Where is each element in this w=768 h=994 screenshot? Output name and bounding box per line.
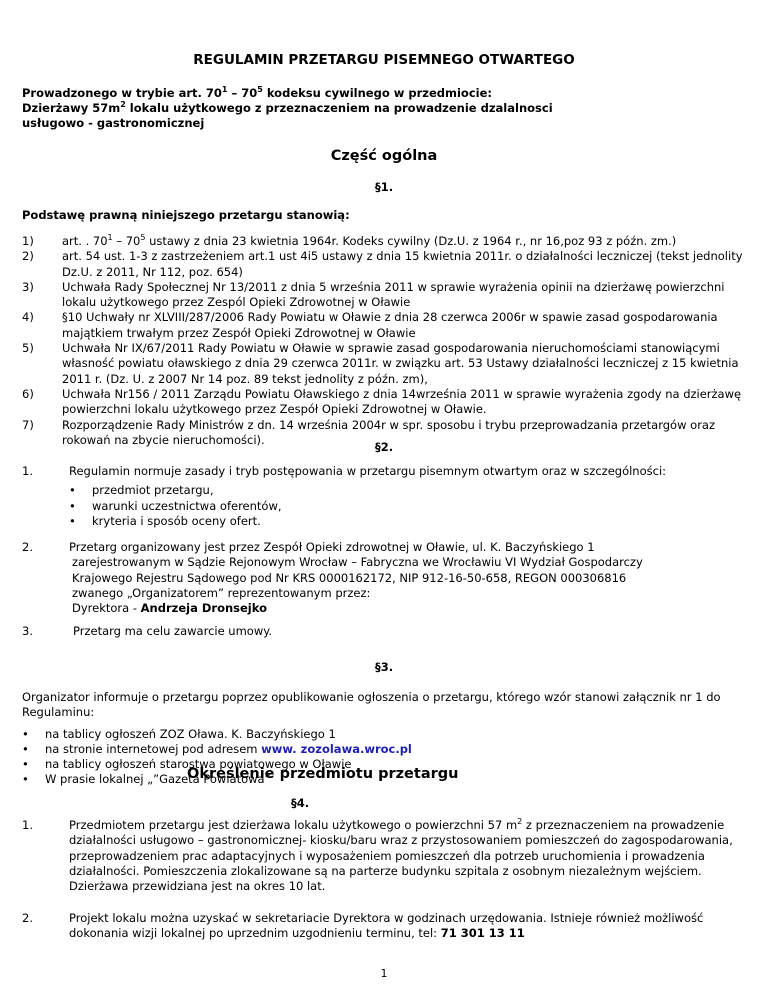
list-item-number: 3): [22, 279, 34, 294]
superscript: 5: [257, 85, 263, 95]
paragraph-2-item-3: [22, 624, 748, 639]
list-item-text: Rozporządzenie Rady Ministrów z dn. 14 września 2004r w spr. sposobu i trybu przeprowadzania przetargów oraz rokowań na zbycie nieruchomości).: [62, 417, 716, 447]
list-item: [22, 249, 748, 280]
list-item: [22, 234, 748, 249]
list-item-number: 5): [22, 341, 34, 356]
superscript: 5: [140, 233, 146, 243]
list-item-text: – 70: [112, 234, 141, 248]
list-item-text: ustawy z dnia 23 kwietnia 1964r. Kodeks cywilny (Dz.U. z 1964 r., nr 16,poz 93 z późn. zm.): [145, 234, 677, 248]
phone-number: 71 301 13 11: [440, 926, 525, 941]
list-item-number: 2): [22, 249, 34, 264]
list-item: [22, 387, 748, 418]
subtitle-text: Prowadzonego w trybie art. 70: [22, 86, 222, 100]
website-link[interactable]: www. zozolawa.wroc.pl: [261, 741, 412, 756]
list-item-text: Przetarg ma celu zawarcie umowy.: [73, 624, 273, 638]
list-item-number: 3.: [22, 624, 33, 638]
legal-basis-list: [22, 234, 748, 448]
list-item-number: 1.: [22, 464, 33, 478]
list-item-number: 6): [22, 386, 34, 401]
page-number: 1: [380, 967, 388, 980]
list-item-text: [22, 818, 748, 894]
list-item: [22, 341, 748, 387]
paragraph-3-heading: §3.: [374, 660, 394, 674]
bullet-item: • warunki uczestnictwa oferentów,: [69, 499, 748, 514]
list-item-text: Uchwała Rady Społecznej Nr 13/2011 z dnia 5 września 2011 w sprawie wyrażenia opinii na dzierżawę powierzchni lokalu użytkowego przez Zespól Opieki Zdrowotnej w Oławie: [62, 279, 725, 310]
paragraph-4-item-2: [22, 911, 748, 942]
paragraph-3-intro: Organizator informuje o przetargu poprzez opublikowanie ogłoszenia o przetargu, którego wzór stanowi załącznik nr 1 do Regulaminu:: [22, 690, 721, 720]
subtitle-text: lokalu użytkowego z przeznaczeniem na prowadzenie dzalalnosci: [125, 101, 553, 115]
item-text: z przeznaczeniem na prowadzenie działalności usługowo – gastronomicznej- kiosku/baru wraz z przystosowaniem pomieszczeń do zagospodarowania, przeprowadzeniem prac adaptacyjnych i wyposażeniem pomieszczeń dla potrzeb uruchomienia i prowadzenia działalności. Pomieszczenia zlokalizowane są na parterze budynku szpitala z osobnym niezależnym wejściem. Dzierżawa przewidziana jest na okres 10 lat.: [69, 818, 733, 894]
list-item-text: zwanego „Organizatorem” reprezentowanym przez:: [72, 585, 371, 600]
list-item-number: 1.: [22, 818, 33, 832]
list-item-number: 4): [22, 310, 34, 325]
list-item-number: 1): [22, 234, 34, 248]
paragraph-2-heading: §2.: [374, 440, 394, 454]
superscript: 1: [107, 233, 113, 243]
list-item-text: art. . 70: [62, 234, 108, 248]
list-item-text: Przetarg organizowany jest przez Zespół Opieki zdrowotnej w Oławie, ul. K. Baczyńskiego 1: [69, 540, 595, 554]
bullet-item: • przedmiot przetargu,: [69, 483, 748, 498]
section-heading-general: Część ogólna: [330, 148, 438, 164]
list-item-number: 2.: [22, 911, 33, 925]
superscript: 2: [517, 817, 523, 827]
director-name: Andrzeja Dronsejko: [140, 601, 267, 616]
document-subtitle: [22, 86, 742, 131]
superscript: 1: [221, 85, 228, 95]
item-text: Przedmiotem przetargu jest dzierżawa lokalu użytkowego o powierzchni 57 m: [69, 818, 518, 832]
item-text: Projekt lokalu można uzyskać w sekretariacie Dyrektora w godzinach urzędowania. Istnieje również możliwość dokonania wizji lokalnej po uprzednim uzgodnieniu terminu, tel:: [69, 911, 704, 941]
subtitle-text: kodeksu cywilnego w przedmiocie:: [262, 86, 492, 100]
paragraph-1-heading: §1.: [374, 180, 394, 194]
paragraph-4-item-1: [22, 818, 748, 894]
subtitle-text: Dzierżawy 57m: [22, 101, 121, 115]
list-item-text: [22, 911, 748, 942]
list-item-text: Regulamin normuje zasady i tryb postępowania w przetargu pisemnym otwartym oraz w szczególności:: [69, 464, 667, 478]
list-item-text: Uchwała Nr156 / 2011 Zarządu Powiatu Oławskiego z dnia 14września 2011 w sprawie wyrażenia zgody na dzierżawę powierzchni lokalu użytkowego przez Zespół Opieki Zdrowotnej w Oławie.: [62, 386, 742, 417]
list-item: [22, 310, 748, 341]
bullet-text: na stronie internetowej pod adresem: [45, 741, 262, 756]
bullet-item: • W prasie lokalnej „”Gazeta Powiatowa”: [22, 772, 748, 787]
bullet-item: • na tablicy ogłoszeń ZOZ Oława. K. Baczyńskiego 1: [22, 727, 748, 742]
list-item-text: §10 Uchwały nr XLVIII/287/2006 Rady Powiatu w Oławie z dnia 28 czerwca 2006r w spawie zasad gospodarowania majątkiem trwałym przez Zespół Opieki Zdrowotnej w Oławie: [62, 310, 718, 340]
list-item-text: Uchwała Nr IX/67/2011 Rady Powiatu w Oławie w sprawie zasad gospodarowania nieruchomościami stanowiącymi własność powiatu oławskiego z dnia 29 czerwca 2011r. w związku art. 53 Ustawy działalności leczniczej z 15 kwietnia 2011 r. (Dz. U. z 2007 Nr 14 poz. 89 tekst jednolity z późn. zm),: [62, 341, 739, 386]
document-title: REGULAMIN PRZETARGU PISEMNEGO OTWARTEGO: [193, 52, 575, 68]
list-item: [22, 280, 748, 311]
bullet-list: [69, 483, 748, 529]
list-item-number: 2.: [22, 540, 33, 554]
paragraph-2-item-1: [22, 464, 748, 529]
subtitle-text: usługowo - gastronomicznej: [22, 116, 205, 130]
bullet-item: [22, 742, 748, 757]
bullet-item: • kryteria i sposób oceny ofert.: [69, 514, 748, 529]
paragraph-4-heading: §4.: [290, 796, 310, 810]
bullet-item: • na tablicy ogłoszeń starostwa powiatowego w Oławie: [22, 757, 748, 772]
subtitle-text: – 70: [227, 86, 258, 100]
list-item-number: 7): [22, 417, 34, 432]
list-item-text: [22, 601, 748, 616]
paragraph-2-item-2: [22, 540, 748, 616]
director-label: Dyrektora -: [72, 601, 141, 616]
list-item-text: Krajowego Rejestru Sądowego pod Nr KRS 0000162172, NIP 912-16-50-658, REGON 000306816: [72, 570, 627, 585]
list-item-text: zarejestrowanym w Sądzie Rejonowym Wrocław – Fabryczna we Wrocławiu VI Wydział Gospodarczy: [72, 555, 643, 570]
superscript: 2: [120, 100, 126, 110]
list-item-text: art. 54 ust. 1-3 z zastrzeżeniem art.1 ust 4i5 ustawy z dnia 15 kwietnia 2011r. o działalności leczniczej (tekst jednolity Dz.U. z 2011, Nr 112, poz. 654): [62, 249, 743, 279]
paragraph-1-intro: Podstawę prawną niniejszego przetargu stanowią:: [22, 208, 350, 222]
section-heading-subject: Określenie przedmiotu przetargu: [187, 766, 459, 782]
